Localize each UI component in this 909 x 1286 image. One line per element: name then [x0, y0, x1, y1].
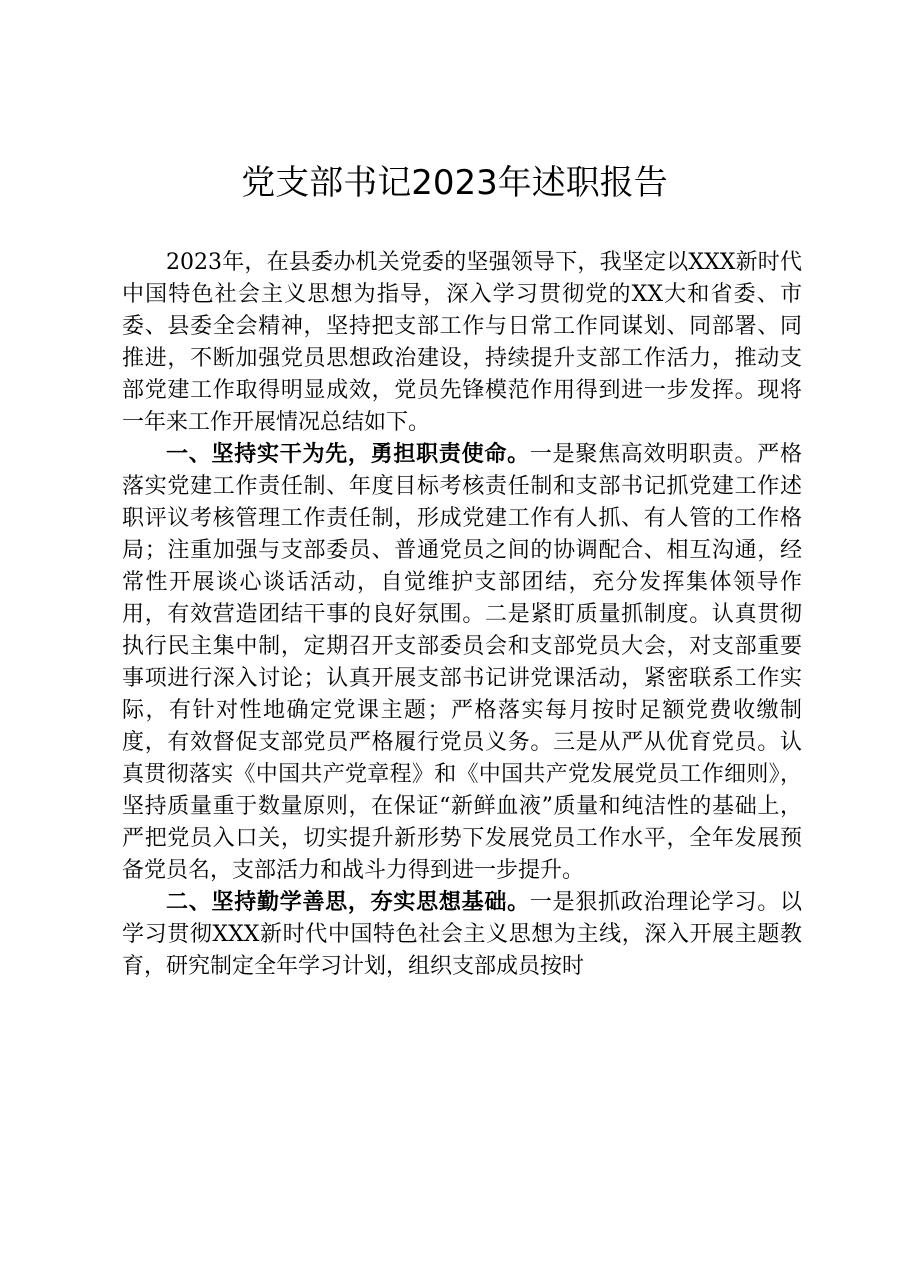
intro-paragraph: 2023年，在县委办机关党委的坚强领导下，我坚定以XXX新时代中国特色社会主义思想为指导，深入学习贯彻党的XX大和省委、市委、县委全会精神，坚持把支部工作与日常工作同谋划、同部署、同推进，不断加强党员思想政治建设，持续提升支部工作活力，推动支部党建工作取得明显成效，党员先锋模范作用得到进一步发挥。现将一年来工作开展情况总结如下。	[122, 250, 802, 435]
document-body	[122, 247, 802, 983]
document-title: 党支部书记2023年述职报告	[241, 163, 668, 203]
section-2-paragraph	[122, 887, 802, 983]
section-1-paragraph	[122, 439, 802, 887]
section-2-heading: 二、坚持勤学善思，夯实思想基础。	[166, 890, 530, 915]
section-2-text: 一是狠抓政治理论学习。以学习贯彻XXX新时代中国特色社会主义思想为主线，深入开展主题教育，研究制定全年学习计划，组织支部成员按时	[122, 890, 802, 979]
section-1-heading: 一、坚持实干为先，勇担职责使命。	[166, 442, 530, 467]
section-1-text: 一是聚焦高效明职责。严格落实党建工作责任制、年度目标考核责任制和支部书记抓党建工作述职评议考核管理工作责任制，形成党建工作有人抓、有人管的工作格局；注重加强与支部委员、普通党员之间的协调配合、相互沟通，经常性开展谈心谈话活动，自觉维护支部团结，充分发挥集体领导作用，有效营造团结干事的良好氛围。二是紧盯质量抓制度。认真贯彻执行民主集中制，定期召开支部委员会和支部党员大会，对支部重要事项进行深入讨论；认真开展支部书记讲党课活动，紧密联系工作实际，有针对性地确定党课主题；严格落实每月按时足额党费收缴制度，有效督促支部党员严格履行党员义务。三是从严从优育党员。认真贯彻落实《中国共产党章程》和《中国共产党发展党员工作细则》，坚持质量重于数量原则，在保证“新鲜血液”质量和纯洁性的基础上，严把党员入口关，切实提升新形势下发展党员工作水平，全年发展预备党员名，支部活力和战斗力得到进一步提升。	[122, 442, 802, 883]
